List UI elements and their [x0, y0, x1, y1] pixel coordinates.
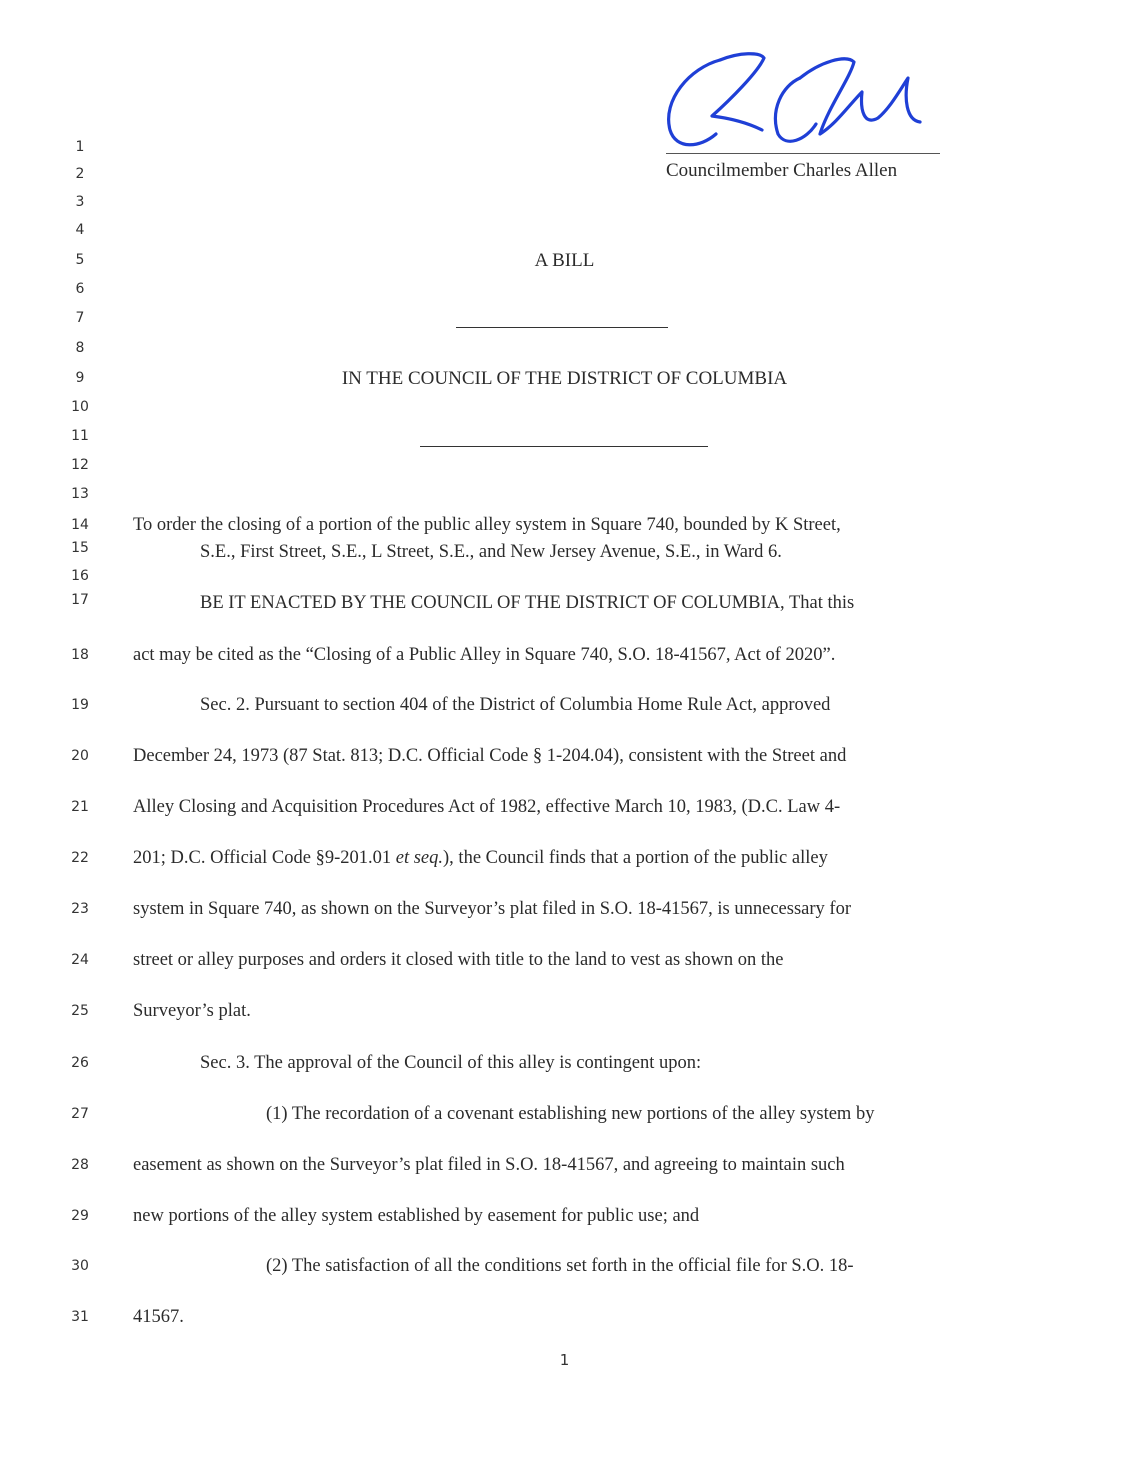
line-number: 28 — [71, 1157, 89, 1173]
line-number: 19 — [71, 697, 89, 713]
bill-title-line: S.E., First Street, S.E., L Street, S.E., and New Jersey Avenue, S.E., in Ward 6. — [200, 542, 782, 562]
line-number: 5 — [75, 252, 85, 268]
line-number: 16 — [71, 568, 89, 584]
body-line: December 24, 1973 (87 Stat. 813; D.C. Official Code § 1-204.04), consistent with the Street and — [133, 746, 847, 766]
line-number: 2 — [75, 166, 85, 182]
line-number: 6 — [75, 281, 85, 297]
line-number: 24 — [71, 952, 89, 968]
line-number: 15 — [71, 540, 89, 556]
line-number: 17 — [71, 592, 89, 608]
signer-name: Councilmember Charles Allen — [666, 160, 898, 181]
body-line — [133, 848, 828, 869]
body-line: easement as shown on the Surveyor’s plat filed in S.O. 18-41567, and agreeing to maintain such — [133, 1155, 845, 1175]
line-number: 26 — [71, 1055, 89, 1071]
body-line: Alley Closing and Acquisition Procedures Act of 1982, effective March 10, 1983, (D.C. Law 4- — [133, 797, 841, 817]
line-number: 22 — [71, 850, 89, 866]
line-number: 21 — [71, 799, 89, 815]
line-number: 25 — [71, 1003, 89, 1019]
paragraph-2: (2) The satisfaction of all the conditions set forth in the official file for S.O. 18- — [266, 1256, 854, 1276]
line-number: 20 — [71, 748, 89, 764]
body-line: act may be cited as the “Closing of a Public Alley in Square 740, S.O. 18-41567, Act of 2020”. — [133, 645, 836, 665]
enacting-clause: BE IT ENACTED BY THE COUNCIL OF THE DISTRICT OF COLUMBIA, That this — [200, 593, 855, 613]
heading-rule — [456, 327, 668, 328]
line-number: 27 — [71, 1106, 89, 1122]
body-text: 201; D.C. Official Code §9-201.01 — [133, 848, 396, 868]
line-number: 30 — [71, 1258, 89, 1274]
line-number: 8 — [75, 340, 85, 356]
section-2-heading: Sec. 2. Pursuant to section 404 of the District of Columbia Home Rule Act, approved — [200, 695, 831, 715]
bill-heading: A BILL — [534, 250, 595, 271]
line-number: 23 — [71, 901, 89, 917]
line-number: 1 — [75, 139, 85, 155]
line-number: 14 — [71, 517, 89, 533]
signature-line — [666, 153, 940, 154]
line-number: 7 — [75, 310, 85, 326]
line-number: 10 — [71, 399, 89, 415]
heading-rule — [420, 446, 708, 447]
line-number: 29 — [71, 1208, 89, 1224]
paragraph-1: (1) The recordation of a covenant establishing new portions of the alley system by — [266, 1104, 875, 1124]
page-number: 1 — [559, 1351, 570, 1369]
line-number: 18 — [71, 647, 89, 663]
section-3-heading: Sec. 3. The approval of the Council of this alley is contingent upon: — [200, 1053, 702, 1073]
body-line: street or alley purposes and orders it closed with title to the land to vest as shown on the — [133, 950, 784, 970]
body-text: ), the Council finds that a portion of the public alley — [443, 848, 828, 868]
council-heading: IN THE COUNCIL OF THE DISTRICT OF COLUMBIA — [341, 368, 788, 389]
line-number: 4 — [75, 222, 85, 238]
line-number: 31 — [71, 1309, 89, 1325]
line-number: 9 — [75, 370, 85, 386]
signature-image — [650, 38, 950, 158]
italic-et-seq: et seq. — [395, 848, 444, 868]
line-number: 12 — [71, 457, 89, 473]
line-number: 3 — [75, 194, 85, 210]
line-number: 11 — [71, 428, 89, 444]
line-number: 13 — [71, 486, 89, 502]
bill-title-line: To order the closing of a portion of the public alley system in Square 740, bounded by K Street, — [133, 515, 841, 535]
body-line: 41567. — [133, 1307, 184, 1327]
body-line: new portions of the alley system established by easement for public use; and — [133, 1206, 700, 1226]
body-line: system in Square 740, as shown on the Surveyor’s plat filed in S.O. 18-41567, is unnecessary for — [133, 899, 851, 919]
body-line: Surveyor’s plat. — [133, 1001, 251, 1021]
